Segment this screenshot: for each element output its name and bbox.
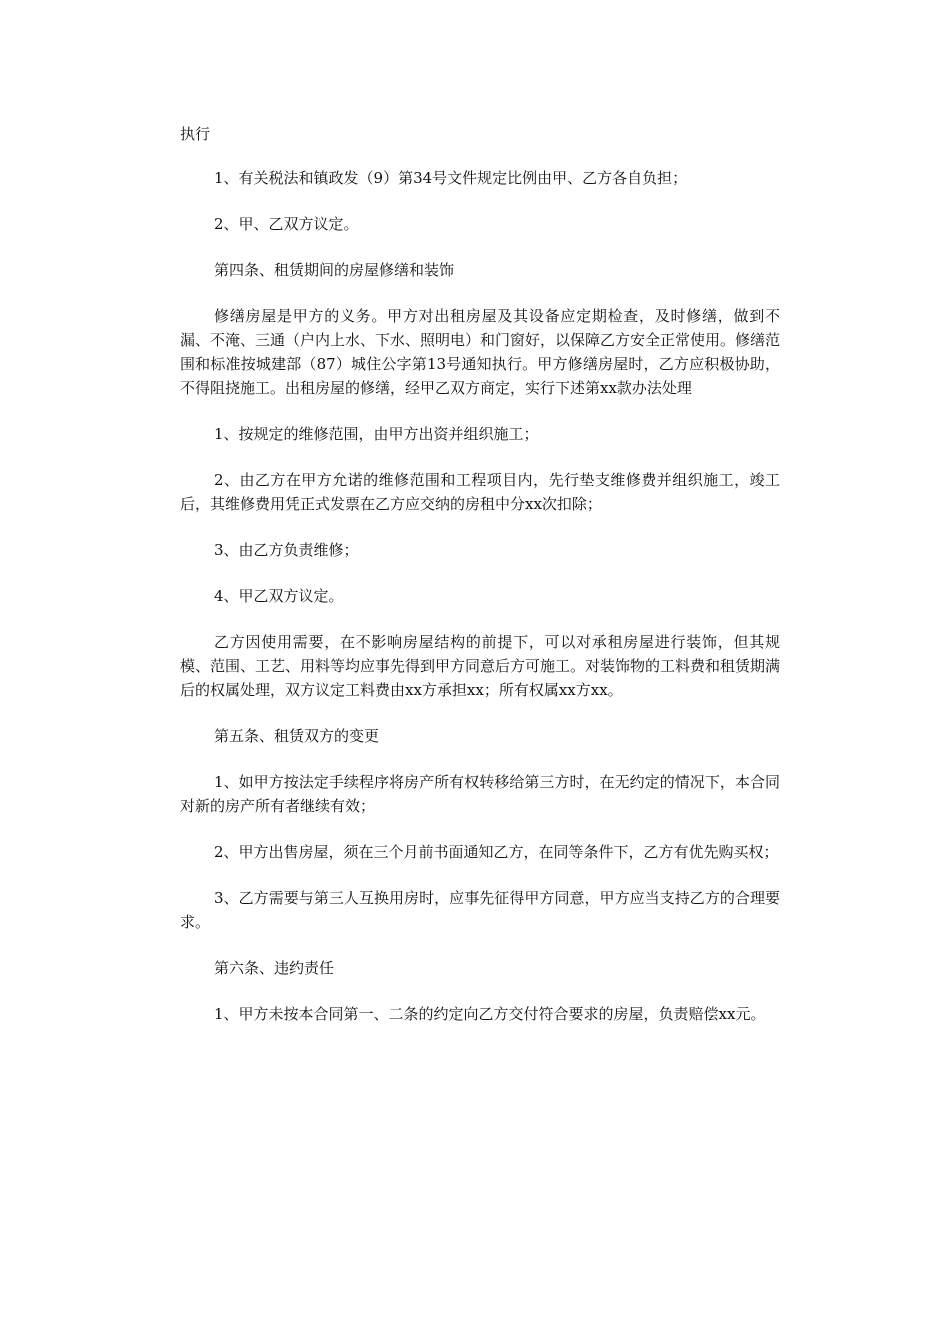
article-5-heading: 第五条、租赁双方的变更 bbox=[214, 727, 380, 745]
paragraph-repair-option-4: 4、甲乙双方议定。 bbox=[214, 587, 344, 605]
paragraph-decoration: 乙方因使用需要，在不影响房屋结构的前提下，可以对承租房屋进行装饰，但其规模、范围、工艺、用料等均应事先得到甲方同意后方可施工。对装饰物的工料费和租赁期满后的权属处理，双方议定工料费由xx方承担xx；所有权属xx方xx。 bbox=[180, 633, 781, 699]
paragraph-change-item-3: 3、乙方需要与第三人互换用房时，应事先征得甲方同意，甲方应当支持乙方的合理要求。 bbox=[180, 889, 780, 931]
paragraph-repair-duty: 修缮房屋是甲方的义务。甲方对出租房屋及其设备应定期检查，及时修缮，做到不漏、不淹、三通（户内上水、下水、照明电）和门窗好，以保障乙方安全正常使用。修缮范围和标准按城建部（87）城住公字第13号通知执行。甲方修缮房屋时，乙方应积极协助，不得阻挠施工。出租房屋的修缮，经甲乙双方商定，实行下述第xx款办法处理 bbox=[180, 307, 781, 397]
paragraph-repair-option-3: 3、由乙方负责维修； bbox=[214, 541, 359, 559]
paragraph-change-item-1: 1、如甲方按法定手续程序将房产所有权转移给第三方时，在无约定的情况下，本合同对新的房产所有者继续有效； bbox=[180, 773, 780, 815]
paragraph-change-item-2: 2、甲方出售房屋，须在三个月前书面通知乙方，在同等条件下，乙方有优先购买权； bbox=[214, 843, 779, 861]
paragraph-breach-item-1: 1、甲方未按本合同第一、二条的约定向乙方交付符合要求的房屋，负责赔偿xx元。 bbox=[214, 1005, 766, 1023]
paragraph-tax-item-2: 2、甲、乙双方议定。 bbox=[214, 215, 359, 233]
paragraph-continuation: 执行 bbox=[180, 125, 211, 143]
article-4-heading: 第四条、租赁期间的房屋修缮和装饰 bbox=[214, 261, 455, 279]
paragraph-repair-option-2: 2、由乙方在甲方允诺的维修范围和工程项目内，先行垫支维修费并组织施工，竣工后，其维修费用凭正式发票在乙方应交纳的房租中分xx次扣除； bbox=[180, 471, 780, 513]
paragraph-tax-item-1: 1、有关税法和镇政发（9）第34号文件规定比例由甲、乙方各自负担； bbox=[214, 169, 688, 187]
document-body bbox=[180, 122, 780, 1048]
paragraph-repair-option-1: 1、按规定的维修范围，由甲方出资并组织施工； bbox=[214, 425, 539, 443]
article-6-heading: 第六条、违约责任 bbox=[214, 959, 335, 977]
